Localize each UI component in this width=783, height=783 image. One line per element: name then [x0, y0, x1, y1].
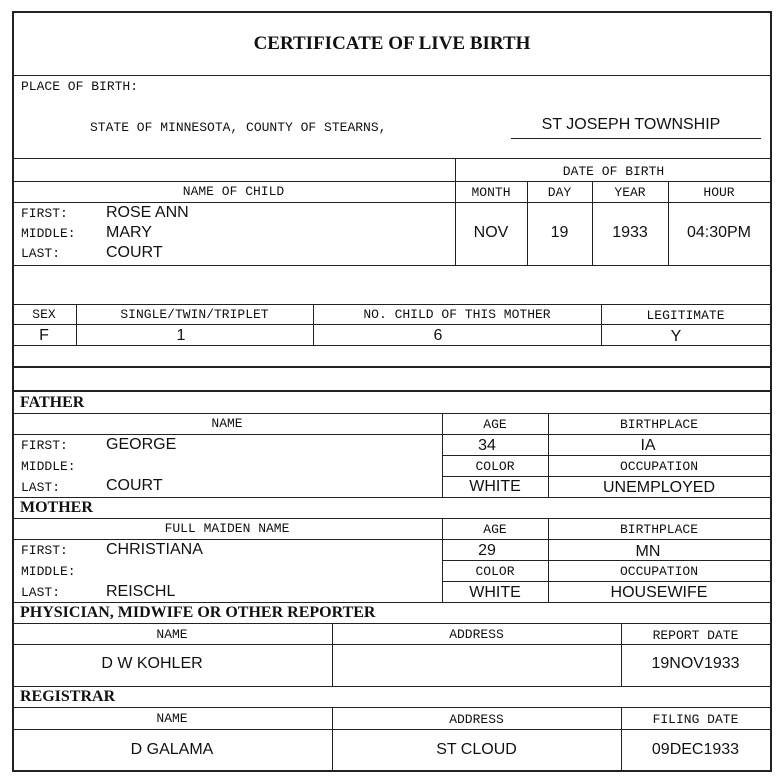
child-number-label: NO. CHILD OF THIS MOTHER — [363, 307, 551, 322]
legitimate-value: Y — [670, 328, 682, 345]
mother-color-value: WHITE — [469, 584, 521, 601]
mother-section-title: MOTHER — [20, 499, 93, 516]
registrar-address-label: ADDRESS — [449, 712, 504, 727]
father-occupation-label: OCCUPATION — [619, 459, 698, 474]
child-number-value: 6 — [433, 327, 443, 344]
border-bottom — [12, 770, 772, 772]
father-age-value: 34 — [478, 437, 496, 454]
township-underline — [511, 138, 761, 139]
legitimate-label: LEGITIMATE — [646, 308, 725, 323]
mother-occupation-label: OCCUPATION — [619, 564, 698, 579]
father-birthplace-value: IA — [640, 437, 656, 454]
father-age-label: AGE — [483, 417, 507, 432]
rule — [12, 413, 772, 414]
mother-age-value: 29 — [478, 542, 496, 559]
hour-label: HOUR — [703, 185, 735, 200]
mother-occupation-value: HOUSEWIFE — [610, 584, 708, 601]
rule — [12, 324, 772, 325]
rule — [12, 265, 772, 266]
place-of-birth-label: PLACE OF BIRTH: — [21, 79, 139, 94]
physician-name-label: NAME — [156, 627, 188, 642]
child-last-label: LAST: — [21, 246, 61, 261]
mother-color-label: COLOR — [475, 564, 515, 579]
father-middle-label: MIDDLE: — [21, 459, 76, 474]
mother-birthplace-label: BIRTHPLACE — [619, 522, 698, 537]
month-label: MONTH — [471, 185, 511, 200]
mother-name-header: FULL MAIDEN NAME — [164, 521, 290, 536]
rule — [442, 581, 772, 582]
date-of-birth-header: DATE OF BIRTH — [562, 164, 665, 179]
rule — [12, 366, 772, 368]
father-name-header: NAME — [211, 416, 243, 431]
rule — [12, 623, 772, 624]
rule — [12, 518, 772, 519]
plural-birth-label: SINGLE/TWIN/TRIPLET — [120, 307, 269, 322]
mother-first-value: CHRISTIANA — [106, 541, 203, 558]
mother-first-label: FIRST: — [21, 543, 68, 558]
sex-value: F — [39, 327, 49, 344]
state-county-text: STATE OF MINNESOTA, COUNTY OF STEARNS, — [90, 120, 387, 135]
physician-section-title: PHYSICIAN, MIDWIFE OR OTHER REPORTER — [20, 604, 376, 621]
registrar-name-value: D GALAMA — [130, 741, 214, 758]
rule — [12, 729, 772, 730]
document-title: CERTIFICATE OF LIVE BIRTH — [253, 33, 531, 54]
rule — [12, 202, 772, 203]
father-color-label: COLOR — [475, 459, 515, 474]
rule — [442, 476, 772, 477]
father-last-value: COURT — [106, 477, 163, 494]
child-first-value: ROSE ANN — [106, 204, 189, 221]
rule — [12, 686, 772, 687]
border-top — [12, 11, 772, 13]
father-color-value: WHITE — [469, 478, 521, 495]
rule — [12, 497, 772, 498]
name-of-child-header: NAME OF CHILD — [182, 184, 285, 199]
rule — [455, 181, 772, 182]
registrar-filing-date-label: FILING DATE — [652, 712, 739, 727]
day-label: DAY — [547, 185, 572, 200]
rule — [12, 304, 772, 305]
rule — [12, 539, 772, 540]
father-occupation-value: UNEMPLOYED — [602, 479, 716, 496]
rule — [12, 707, 772, 708]
father-first-label: FIRST: — [21, 438, 68, 453]
child-last-value: COURT — [106, 244, 163, 261]
rule — [12, 181, 455, 182]
rule — [442, 455, 772, 456]
registrar-filing-date-value: 09DEC1933 — [651, 741, 740, 758]
mother-middle-label: MIDDLE: — [21, 564, 76, 579]
mother-last-label: LAST: — [21, 585, 61, 600]
mother-last-value: REISCHL — [106, 583, 176, 600]
father-first-value: GEORGE — [106, 436, 177, 453]
plural-birth-value: 1 — [176, 327, 186, 344]
month-value: NOV — [473, 224, 509, 241]
father-section-title: FATHER — [20, 394, 85, 411]
physician-report-date-value: 19NOV1933 — [651, 655, 740, 672]
child-middle-label: MIDDLE: — [21, 226, 76, 241]
rule — [12, 644, 772, 645]
rule — [12, 158, 772, 159]
registrar-address-value: ST CLOUD — [436, 741, 517, 758]
rule — [12, 434, 772, 435]
physician-name-value: D W KOHLER — [101, 655, 203, 672]
physician-report-date-label: REPORT DATE — [652, 628, 739, 643]
day-value: 19 — [550, 224, 569, 241]
hour-value: 04:30PM — [686, 224, 752, 241]
registrar-section-title: REGISTRAR — [20, 688, 116, 705]
mother-birthplace-value: MN — [635, 543, 661, 560]
physician-address-label: ADDRESS — [449, 627, 504, 642]
township-value: ST JOSEPH TOWNSHIP — [541, 116, 721, 133]
child-middle-value: MARY — [106, 224, 152, 241]
year-label: YEAR — [614, 185, 646, 200]
registrar-name-label: NAME — [156, 711, 188, 726]
rule — [12, 75, 772, 76]
rule-thick — [12, 390, 772, 392]
mother-age-label: AGE — [483, 522, 507, 537]
father-birthplace-label: BIRTHPLACE — [619, 417, 698, 432]
rule — [12, 602, 772, 603]
sex-label: SEX — [32, 307, 56, 322]
child-first-label: FIRST: — [21, 206, 68, 221]
year-value: 1933 — [612, 224, 648, 241]
father-last-label: LAST: — [21, 480, 61, 495]
